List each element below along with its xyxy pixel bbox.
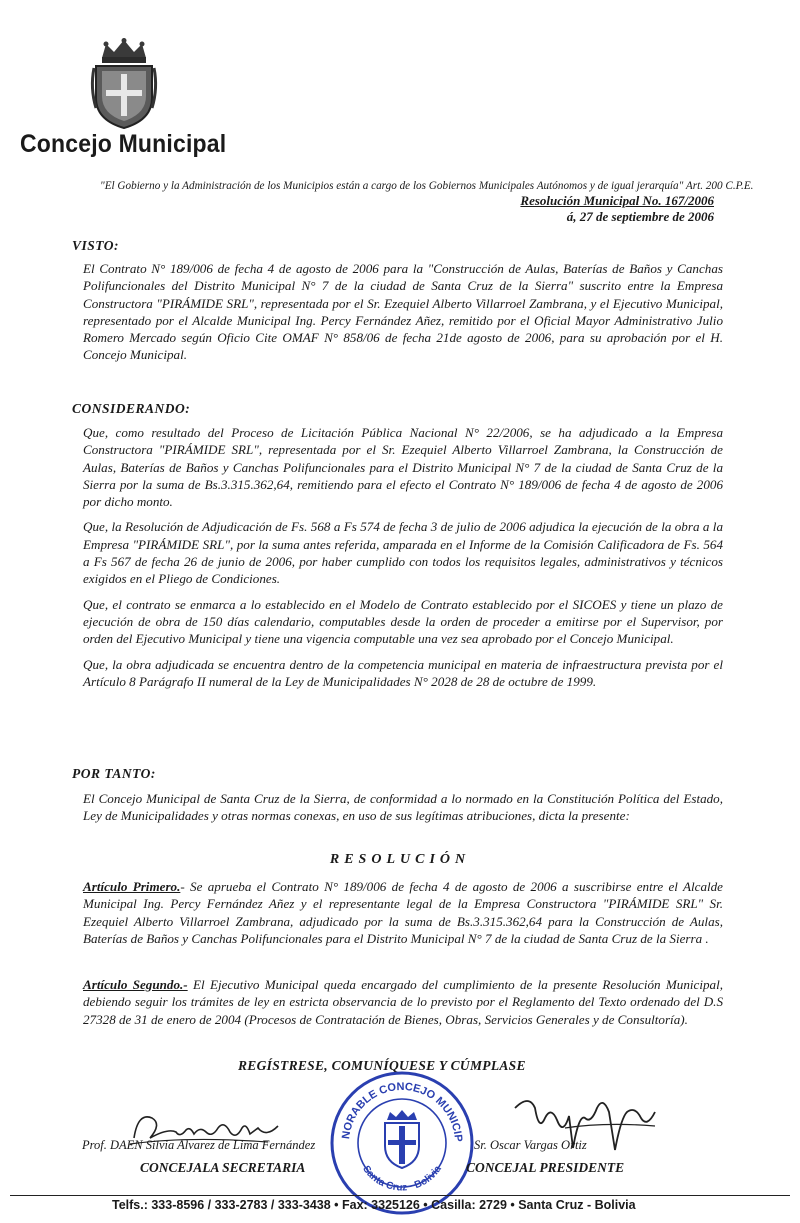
por-tanto-text: El Concejo Municipal de Santa Cruz de la Sierra, de conformidad a lo normado en la Constitución Política del Estado, Ley de Municipalidades y otras normas conexas, en uso de sus legítimas atribuciones, dicta la presente: xyxy=(83,791,723,824)
footer-divider xyxy=(10,1195,790,1196)
article-label: Artículo Segundo.- xyxy=(83,977,188,992)
seal-bottom-text: Santa Cruz · Bolivia xyxy=(360,1163,444,1194)
closing-formula: REGÍSTRESE, COMUNÍQUESE Y CÚMPLASE xyxy=(238,1058,526,1073)
footer-contact: Telfs.: 333-8596 / 333-2783 / 333-3438 • Fax: 3325126 • Casilla: 2729 • Santa Cruz - Bolivia xyxy=(112,1198,636,1212)
visto-text: El Contrato N° 189/006 de fecha 4 de agosto de 2006 para la "Construcción de Aulas, Baterías de Baños y Canchas Polifuncionales del Distrito Municipal N° 7 de la ciudad de Santa Cruz de la Sierra" suscrito entre la Empresa Constructora "PIRÁMIDE SRL", representada por el Sr. Ezequiel Alberto Villarroel Zambrana, y el Ejecutivo Municipal, representado por el Alcalde Municipal Ing. Percy Fernández Añez, remitido por el Oficial Mayor Administrativo Julio Romero Mercado según Oficio Cite OMAF N° 858/06 de fecha 21de agosto de 2006, para su aprobación por el H. Concejo Municipal. xyxy=(83,261,723,363)
article-label: Artículo Primero. xyxy=(83,879,181,894)
resolution-number: Resolución Municipal No. 167/2006 xyxy=(520,193,714,208)
considerando-paragraph: Que, el contrato se enmarca a lo establecido en el Modelo de Contrato establecido por el SICOES y tiene un plazo de ejecución de obra de 150 días calendario, computables desde la orden de proceder a emitirse por el Supervisor, por orden del Ejecutivo Municipal y tiene una vigencia computable una vez sea aprobado por el Concejo Municipal. xyxy=(83,596,723,647)
article-second xyxy=(83,976,723,1028)
resolution-title: RESOLUCIÓN xyxy=(329,852,471,867)
considerando-paragraph: Que, como resultado del Proceso de Licitación Pública Nacional N° 22/2006, se ha adjudicado a la Empresa Constructora "PIRÁMIDE SRL", representada por el Sr. Ezequiel Alberto Villarroel Zambrana, la Construcción de Aulas, Baterías de Baños y Canchas Polifuncionales para el Distrito Municipal N° 7 de la ciudad de Santa Cruz de la Sierra por la suma de Bs.3.315.362,64, remitiendo para el efecto el Contrato N° 189/006 de fecha 4 de agosto de 2006 por dicho monto. xyxy=(83,425,723,510)
article-text: - Se aprueba el Contrato N° 189/006 de fecha 4 de agosto de 2006 a suscribirse entre el Alcalde Municipal Ing. Percy Fernández Añez y el representante legal de la Empresa Constructora "PIRÁMIDE SRL" Sr. Ezequiel Alberto Villarroel Zambrana, adjudicado por la suma de Bs.3.315.362,64 para la Construcción de Aulas, Baterías de Baños y Canchas Polifuncionales para el Distrito Municipal N° 7 de la ciudad de Santa Cruz de la Sierra . xyxy=(83,879,723,946)
considerando-paragraph: Que, la Resolución de Adjudicación de Fs. 568 a Fs 574 de fecha 3 de julio de 2006 adjudica la ejecución de la obra a la Empresa "PIRÁMIDE SRL", por la suma antes referida, amparada en el Informe de la Comisión Calificadora de Fs. 564 a Fs 567 de fecha 26 de junio de 2006, por haber cumplido con todos los requisitos legales, administrativos y técnicos exigidos en el Pliego de Condiciones. xyxy=(83,519,723,587)
considerando-paragraph: Que, la obra adjudicada se encuentra dentro de la competencia municipal en materia de infraestructura prevista por el Artículo 8 Parágrafo II numeral de la Ley de Municipalidades N° 2028 de 28 de octubre de 1999. xyxy=(83,656,723,689)
visto-heading: VISTO: xyxy=(72,238,120,253)
por-tanto-heading: POR TANTO: xyxy=(72,766,156,781)
coat-of-arms-icon xyxy=(88,38,160,130)
article-first xyxy=(83,878,723,947)
resolution-date: á, 27 de septiembre de 2006 xyxy=(566,209,714,224)
seal-top-text: NORABLE CONCEJO MUNICIP xyxy=(340,1080,465,1142)
signatory-role-president: CONCEJAL PRESIDENTE xyxy=(466,1160,625,1175)
considerando-section xyxy=(83,424,723,698)
signatory-name-secretary: Prof. DAEN Silvia Alvarez de Lima Fernández xyxy=(82,1138,316,1152)
constitutional-motto: "El Gobierno y la Administración de los Municipios están a cargo de los Gobiernos Municipales Autónomos y de igual jerarquía" Art. 200 C.P.E. xyxy=(100,180,754,192)
organization-name: Concejo Municipal xyxy=(20,130,227,158)
signatory-role-secretary: CONCEJALA SECRETARIA xyxy=(140,1160,306,1175)
signatory-name-president: Sr. Oscar Vargas Ortiz xyxy=(474,1138,587,1152)
considerando-heading: CONSIDERANDO: xyxy=(72,401,191,416)
article-text: El Ejecutivo Municipal queda encargado del cumplimiento de la presente Resolución Municipal, debiendo seguir los trámites de ley en estricta observancia de lo previsto por el Reglamento del Texto ordenado del D.S 27328 de 31 de enero de 2004 (Procesos de Contratación de Bienes, Obras, Servicios Generales y de Consultoría). xyxy=(83,977,723,1027)
